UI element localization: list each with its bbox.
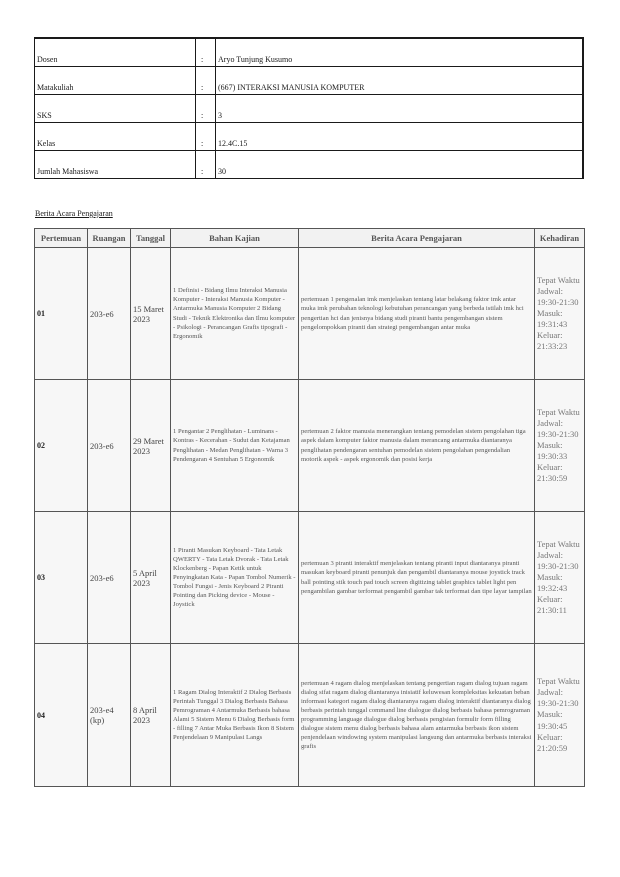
cell-tanggal: 8 April 2023 [131,644,171,787]
table-header-row [35,229,585,248]
course-info-table [34,37,584,179]
cell-pertemuan: 03 [35,512,88,644]
info-colon: : [196,151,216,179]
cell-ruangan: 203-e4 (kp) [88,644,131,787]
table-row [35,644,585,787]
header-ruangan: Ruangan [88,229,131,248]
header-tanggal: Tanggal [131,229,171,248]
info-row-kelas [35,123,584,151]
cell-kehadiran: Tepat Waktu Jadwal: 19:30-21:30 Masuk: 19:32:43 Keluar: 21:30:11 [535,512,585,644]
header-berita-acara: Berita Acara Pengajaran [299,229,535,248]
info-colon: : [196,123,216,151]
cell-kehadiran: Tepat Waktu Jadwal: 19:30-21:30 Masuk: 19:30:45 Keluar: 21:20:59 [535,644,585,787]
cell-pertemuan: 01 [35,248,88,380]
info-value: 3 [216,95,584,123]
info-colon: : [196,95,216,123]
info-value: (667) INTERAKSI MANUSIA KOMPUTER [216,67,584,95]
cell-bahan-kajian: 1 Definisi - Bidang Ilmu Interaksi Manusia Komputer - Interaksi Manusia Komputer - Antarmuka Manusia Komputer 2 Bidang Studi - Teknik Elektronika dan Ilmu komputer - Psikologi - Perancangan Grafis tipografi - Ergonomik [171,248,299,380]
table-row [35,248,585,380]
section-title: Berita Acara Pengajaran [35,209,113,218]
info-label: Jumlah Mahasiswa [35,151,196,179]
cell-bahan-kajian: 1 Pengantar 2 Penglihatan - Luminans - Kontras - Kecerahan - Sudut dan Ketajaman Penglihatan - Medan Penglihatan - Warna 3 Pendengaran 4 Sentuhan 5 Ergonomik [171,380,299,512]
info-value: Aryo Tunjung Kusumo [216,38,584,67]
header-bahan-kajian: Bahan Kajian [171,229,299,248]
cell-ruangan: 203-e6 [88,380,131,512]
cell-kehadiran: Tepat Waktu Jadwal: 19:30-21:30 Masuk: 19:31:43 Keluar: 21:33:23 [535,248,585,380]
cell-bahan-kajian: 1 Ragam Dialog Interaktif 2 Dialog Berbasis Perintah Tunggal 3 Dialog Berbasis Bahasa Pemrograman 4 Antarmuka Berbasis bahasa Alami 5 Sistem Menu 6 Dialog Berbasis form - filling 7 Antar Muka Berbasis Ikon 8 Sistem Penjendelaan 9 Manipulasi Langs [171,644,299,787]
header-kehadiran: Kehadiran [535,229,585,248]
info-colon: : [196,38,216,67]
info-label: SKS [35,95,196,123]
teaching-report-table [34,228,585,787]
cell-bahan-kajian: 1 Piranti Masukan Keyboard - Tata Letak QWERTY - Tata Letak Dvorak - Tata Letak Klockenberg - Papan Ketik untuk Penyingkatan Kata - Papan Tombol Numerik - Tombol Fungsi - Jenis Keyboard 2 Piranti Pointing dan Picking device - Mouse - Joystick [171,512,299,644]
cell-pertemuan: 04 [35,644,88,787]
info-label: Dosen [35,38,196,67]
info-row-jumlah-mahasiswa [35,151,584,179]
table-row [35,380,585,512]
cell-berita-acara: pertemuan 2 faktor manusia menerangkan tentang pemodelan sistem pengolahan tiga aspek dalam komputer faktor manusia dalam merancang antarmuka diantaranya penglihatan pendengaran sentuhan pemodelan sistem pengolahan pengendalian motorik aspek - aspek ergonomik dan posisi kerja [299,380,535,512]
cell-pertemuan: 02 [35,380,88,512]
cell-ruangan: 203-e6 [88,512,131,644]
info-value: 30 [216,151,584,179]
cell-berita-acara: pertemuan 3 piranti interaktif menjelaskan tentang piranti input diantaranya piranti masukan keyboard piranti penunjuk dan pengambil diantaranya mouse joystick track ball pointing stik touch pad touch screen digitizing tablet graphics tablet light pen pengambilan gambar terformat pengambil gambar tak terformat dan tipe layar tampilan [299,512,535,644]
cell-tanggal: 29 Maret 2023 [131,380,171,512]
info-colon: : [196,67,216,95]
info-row-matakuliah [35,67,584,95]
info-row-sks [35,95,584,123]
cell-berita-acara: pertemuan 1 pengenalan imk menjelaskan tentang latar belakang faktor imk antar muka imk perubahan teknologi kebutuhan perancangan yang berbeda istilah imk hci pengertian hci dan jenisnya bidang studi piranti bantu pengembangan sistem pengelompokkan piranti dan strategi pengembangan antar muka [299,248,535,380]
info-row-dosen [35,38,584,67]
cell-tanggal: 5 April 2023 [131,512,171,644]
table-row [35,512,585,644]
info-label: Matakuliah [35,67,196,95]
cell-ruangan: 203-e6 [88,248,131,380]
header-pertemuan: Pertemuan [35,229,88,248]
info-label: Kelas [35,123,196,151]
info-value: 12.4C.15 [216,123,584,151]
cell-tanggal: 15 Maret 2023 [131,248,171,380]
cell-kehadiran: Tepat Waktu Jadwal: 19:30-21:30 Masuk: 19:30:33 Keluar: 21:30:59 [535,380,585,512]
cell-berita-acara: pertemuan 4 ragam dialog menjelaskan tentang pengertian ragam dialog tujuan ragam dialog sifat ragam dialog diantaranya inisiatif keluwesan kompleksitas kekuatan beban informasi kategori ragam dialog diantaranya ragam dialog interaktif diantaranya dialog berbasis perintah tunggal command line dialogue dialog berbasis bahasa pemrograman programming language dialogue dialog berbasis pengisian formulir form filling dialogue sistem menu dialog berbasis bahasa alam antarmuka berbasis ikon sistem penjendelaan windowing system manipulasi langsung dan antarmuka berbasis interaksi grafis [299,644,535,787]
